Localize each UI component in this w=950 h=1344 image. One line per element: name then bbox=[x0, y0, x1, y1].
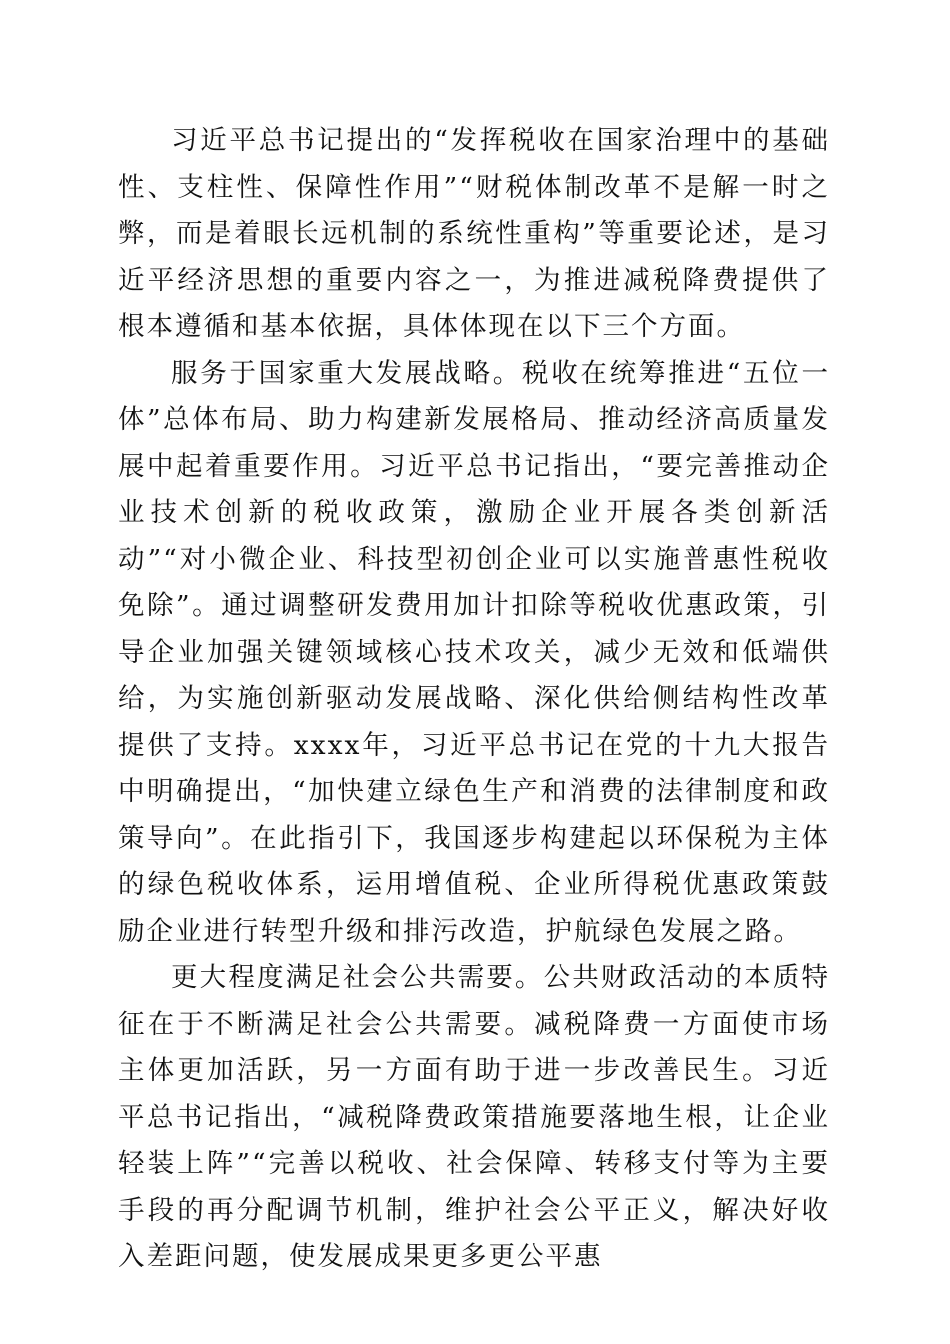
paragraph-public-needs: 更大程度满足社会公共需要。公共财政活动的本质特征在于不断满足社会公共需要。减税降费一方面使市场主体更加活跃，另一方面有助于进一步改善民生。习近平总书记指出，“减税降费政策措施要落地生根，让企业轻装上阵”“完善以税收、社会保障、转移支付等为主要手段的再分配调节机制，维护社会公平正义，解决好收入差距问题，使发展成果更多更公平惠 bbox=[118, 962, 830, 1272]
paragraph-intro: 习近平总书记提出的“发挥税收在国家治理中的基础性、支柱性、保障性作用”“财税体制改革不是解一时之弊，而是着眼长远机制的系统性重构”等重要论述，是习近平经济思想的重要内容之一，为推进减税降费提供了根本遵循和基本依据，具体体现在以下三个方面。 bbox=[118, 125, 830, 342]
paragraph-development-strategy: 服务于国家重大发展战略。税收在统筹推进“五位一体”总体布局、助力构建新发展格局、推动经济高质量发展中起着重要作用。习近平总书记指出，“要完善推动企业技术创新的税收政策，激励企业开展各类创新活动”“对小微企业、科技型初创企业可以实施普惠性税收免除”。通过调整研发费用加计扣除等税收优惠政策，引导企业加强关键领域核心技术攻关，减少无效和低端供给，为实施创新驱动发展战略、深化供给侧结构性改革提供了支持。xxxx年，习近平总书记在党的十九大报告中明确提出，“加快建立绿色生产和消费的法律制度和政策导向”。在此指引下，我国逐步构建起以环保税为主体的绿色税收体系，运用增值税、企业所得税优惠政策鼓励企业进行转型升级和排污改造，护航绿色发展之路。 bbox=[118, 357, 830, 947]
document-body bbox=[118, 118, 830, 1281]
